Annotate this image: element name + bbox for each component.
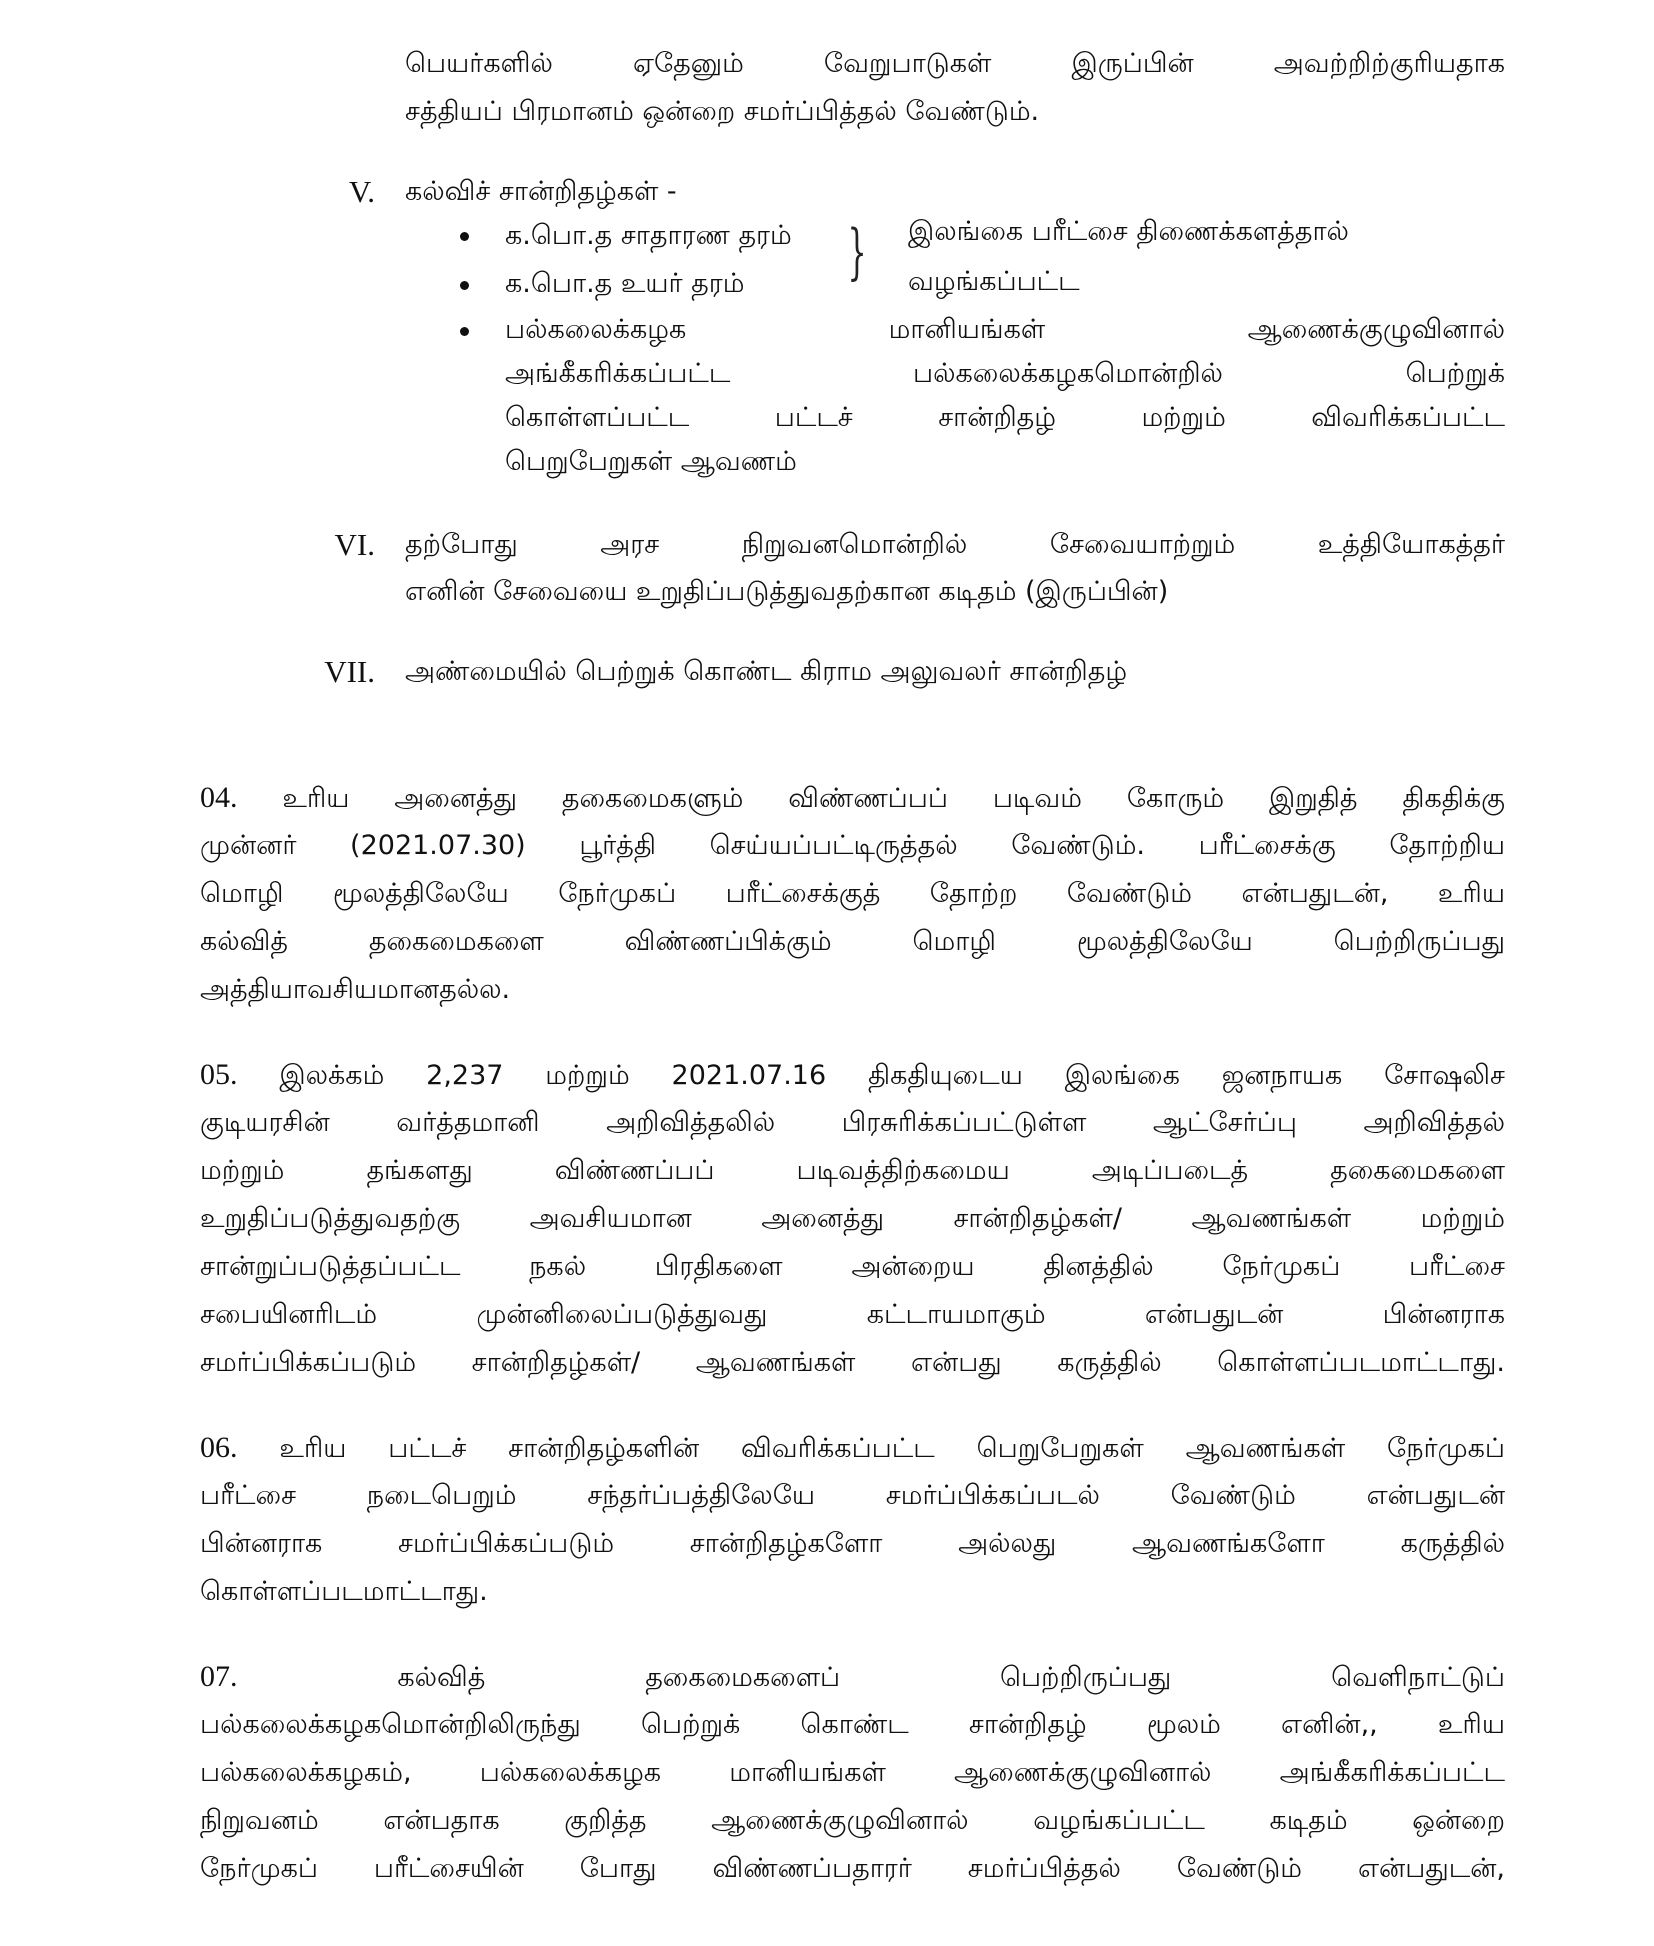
para-05-line-7: சமர்ப்பிக்கப்படும் சான்றிதழ்கள்/ ஆவணங்கள் என்பது கருத்தில் கொள்ளப்படமாட்டாது. (200, 1347, 1505, 1378)
item-v-title: கல்விச் சான்றிதழ்கள் - (405, 176, 677, 207)
curly-brace-icon: } (847, 217, 867, 287)
para-06-line-2: பரீட்சை நடைபெறும் சந்தர்ப்பத்திலேயே சமர்ப்பிக்கப்படல் வேண்டும் என்பதுடன் (200, 1480, 1505, 1511)
item-v-bullet-3-line-2: அங்கீகரிக்கப்பட்ட பல்கலைக்கழகமொன்றில் பெற்றுக் (505, 358, 1505, 389)
item-vi-line-1: தற்போது அரச நிறுவனமொன்றில் சேவையாற்றும் உத்தியோகத்தர் (405, 529, 1505, 560)
para-06-number: 06. (200, 1431, 238, 1464)
item-vii-numeral: VII. (324, 654, 375, 689)
item-vii-line-1: அண்மையில் பெற்றுக் கொண்ட கிராம அலுவலர் சான்றிதழ் (405, 656, 1128, 687)
item-v-bullet-1: க.பொ.த சாதாரண தரம் (505, 220, 792, 251)
para-04-line-1: 04. உரிய அனைத்து தகைமைகளும் விண்ணப்பப் படிவம் கோரும் இறுதித் திகதிக்கு (200, 781, 1505, 814)
item-v-side-line-1: இலங்கை பரீட்சை திணைக்களத்தால் (908, 216, 1349, 247)
para-07-line-3: பல்கலைக்கழகம், பல்கலைக்கழக மானியங்கள் ஆணைக்குழுவினால் அங்கீகரிக்கப்பட்ட (200, 1757, 1505, 1788)
item-v-bullet-3-line-4: பெறுபேறுகள் ஆவணம் (505, 446, 797, 477)
para-06-line-3: பின்னராக சமர்ப்பிக்கப்படும் சான்றிதழ்களோ அல்லது ஆவணங்களோ கருத்தில் (200, 1528, 1505, 1559)
para-05-number: 05. (200, 1058, 238, 1091)
para-05-line-2: குடியரசின் வர்த்தமானி அறிவித்தலில் பிரசுரிக்கப்பட்டுள்ள ஆட்சேர்ப்பு அறிவித்தல் (200, 1107, 1505, 1138)
item-v-bullet-3-line-3: கொள்ளப்பட்ட பட்டச் சான்றிதழ் மற்றும் விவரிக்கப்பட்ட (505, 402, 1505, 433)
para-07-line-5: நேர்முகப் பரீட்சையின் போது விண்ணப்பதாரர் சமர்ப்பித்தல் வேண்டும் என்பதுடன், (200, 1853, 1505, 1884)
para-07-line-2: பல்கலைக்கழகமொன்றிலிருந்து பெற்றுக் கொண்ட சான்றிதழ் மூலம் எனின்,, உரிய (200, 1709, 1505, 1740)
item-v-bullet-3-line-1: பல்கலைக்கழக மானியங்கள் ஆணைக்குழுவினால் (505, 314, 1505, 345)
bullet-icon (460, 232, 469, 241)
para-06-line-4: கொள்ளப்படமாட்டாது. (200, 1576, 488, 1607)
para-04-line-3: மொழி மூலத்திலேயே நேர்முகப் பரீட்சைக்குத் தோற்ற வேண்டும் என்பதுடன், உரிய (200, 878, 1505, 909)
para-06-line-1: 06. உரிய பட்டச் சான்றிதழ்களின் விவரிக்கப்பட்ட பெறுபேறுகள் ஆவணங்கள் நேர்முகப் (200, 1431, 1505, 1464)
intro-line-1: பெயர்களில் ஏதேனும் வேறுபாடுகள் இருப்பின் அவற்றிற்குரியதாக (405, 48, 1505, 79)
item-v-numeral: V. (348, 174, 375, 209)
item-v-side-line-2: வழங்கப்பட்ட (908, 266, 1080, 297)
para-04-line-4: கல்வித் தகைமைகளை விண்ணப்பிக்கும் மொழி மூலத்திலேயே பெற்றிருப்பது (200, 926, 1505, 957)
intro-line-2: சத்தியப் பிரமானம் ஒன்றை சமர்ப்பித்தல் வேண்டும். (405, 96, 1040, 127)
para-07-line-1: 07. கல்வித் தகைமைகளைப் பெற்றிருப்பது வெளிநாட்டுப் (200, 1660, 1505, 1693)
para-07-line-4: நிறுவனம் என்பதாக குறித்த ஆணைக்குழுவினால் வழங்கப்பட்ட கடிதம் ஒன்றை (200, 1805, 1505, 1836)
para-05-line-6: சபையினரிடம் முன்னிலைப்படுத்துவது கட்டாயமாகும் என்பதுடன் பின்னராக (200, 1299, 1505, 1330)
para-05-line-3: மற்றும் தங்களது விண்ணப்பப் படிவத்திற்கமைய அடிப்படைத் தகைமைகளை (200, 1155, 1505, 1186)
para-04-number: 04. (200, 781, 238, 814)
para-07-number: 07. (200, 1660, 238, 1693)
para-05-line-1: 05. இலக்கம் 2,237 மற்றும் 2021.07.16 திகதியுடைய இலங்கை ஜனநாயக சோஷலிச (200, 1058, 1505, 1091)
item-vi-line-2: எனின் சேவையை உறுதிப்படுத்துவதற்கான கடிதம் (இருப்பின்) (405, 576, 1169, 607)
item-v-bullet-2: க.பொ.த உயர் தரம் (505, 268, 745, 299)
para-05-line-4: உறுதிப்படுத்துவதற்கு அவசியமான அனைத்து சான்றிதழ்கள்/ ஆவணங்கள் மற்றும் (200, 1203, 1505, 1234)
para-04-line-2: முன்னர் (2021.07.30) பூர்த்தி செய்யப்பட்டிருத்தல் வேண்டும். பரீட்சைக்கு தோற்றிய (200, 830, 1505, 861)
item-vi-numeral: VI. (334, 527, 375, 562)
bullet-icon (460, 327, 469, 336)
bullet-icon (460, 281, 469, 290)
para-04-line-5: அத்தியாவசியமானதல்ல. (200, 974, 511, 1005)
para-05-line-5: சான்றுப்படுத்தப்பட்ட நகல் பிரதிகளை அன்றைய தினத்தில் நேர்முகப் பரீட்சை (200, 1251, 1505, 1282)
